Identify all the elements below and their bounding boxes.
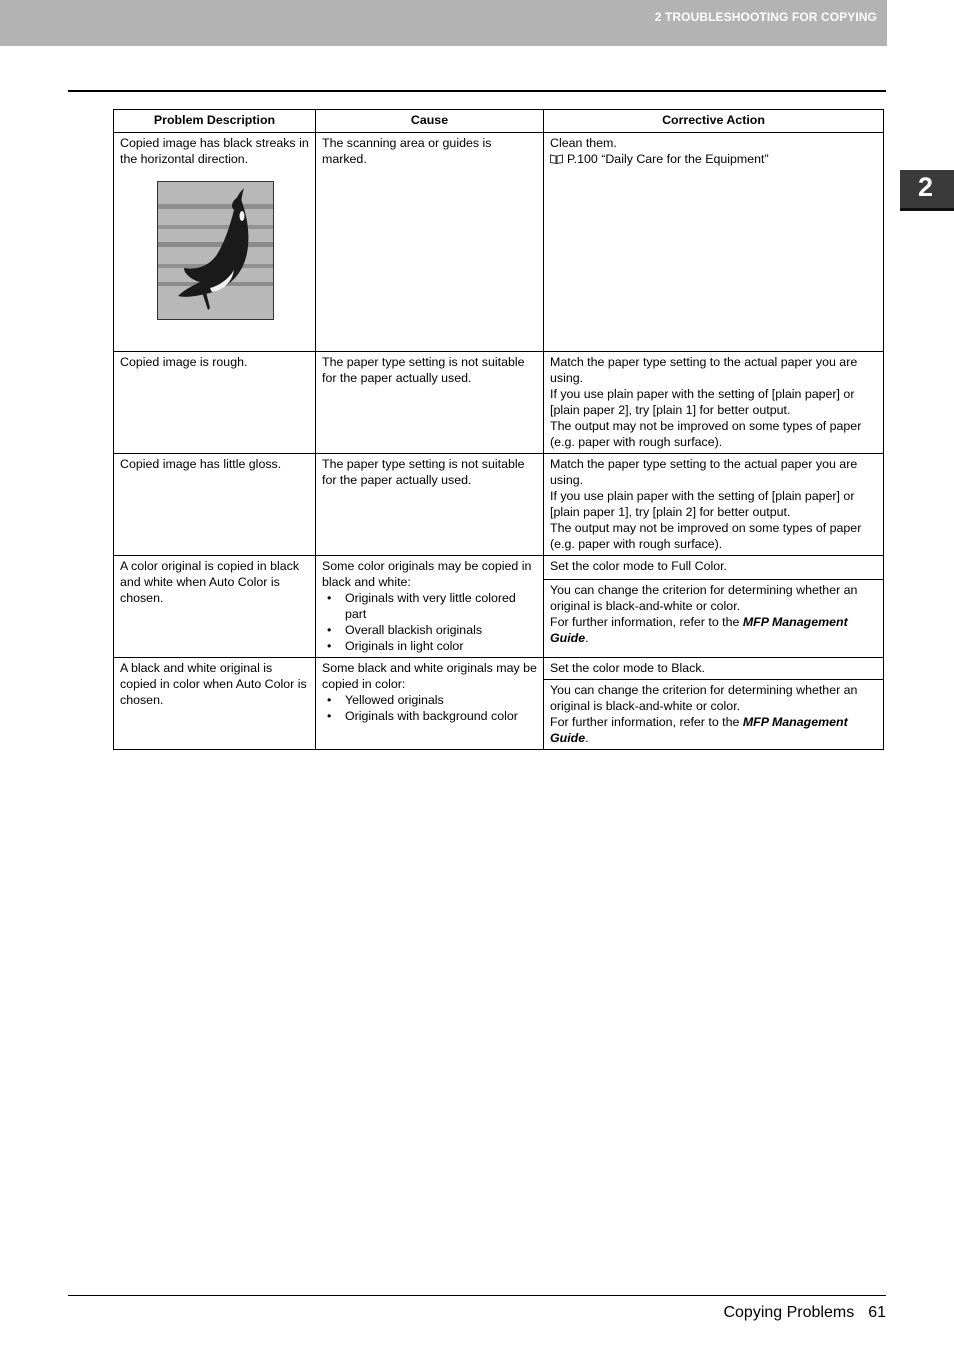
list-item: • Overall blackish originals bbox=[322, 622, 537, 638]
footer-section-title: Copying Problems bbox=[723, 1304, 855, 1321]
cause-cell bbox=[316, 556, 544, 658]
problem-cell: A black and white original is copied in color when Auto Color is chosen. bbox=[114, 658, 316, 750]
problem-text: Copied image has black streaks in the horizontal direction. bbox=[120, 136, 309, 166]
action-cell bbox=[544, 680, 884, 750]
book-reference-icon bbox=[550, 154, 563, 164]
action-cell: Set the color mode to Black. bbox=[544, 658, 884, 680]
reference-link[interactable]: P.100 “Daily Care for the Equipment” bbox=[567, 152, 769, 166]
chapter-tab-number: 2 bbox=[918, 172, 934, 202]
action-text: Clean them. bbox=[550, 136, 617, 150]
action-text: . bbox=[585, 631, 589, 646]
cause-cell: The paper type setting is not suitable for the paper actually used. bbox=[316, 454, 544, 556]
table-row bbox=[114, 658, 884, 680]
action-line: The output may not be improved on some types of paper (e.g. paper with rough surface). bbox=[550, 521, 862, 551]
list-item: • Originals with background color bbox=[322, 708, 537, 724]
action-text: For further information, refer to the bbox=[550, 715, 743, 729]
guide-title: MFP Management Guide bbox=[550, 715, 848, 745]
page-number: 61 bbox=[868, 1304, 886, 1321]
table-row bbox=[114, 556, 884, 580]
action-cell: Set the color mode to Full Color. bbox=[544, 556, 884, 580]
page-footer bbox=[723, 1304, 886, 1322]
action-line: You can change the criterion for determining whether an original is black-and-white or color. bbox=[550, 583, 858, 614]
cause-bullet-list bbox=[322, 590, 537, 654]
table-row bbox=[114, 454, 884, 556]
action-text: . bbox=[585, 731, 589, 745]
cause-cell: The scanning area or guides is marked. bbox=[316, 133, 544, 352]
bottom-rule bbox=[68, 1295, 886, 1296]
streaked-copy-figure bbox=[157, 181, 274, 320]
troubleshooting-table bbox=[113, 109, 884, 750]
action-line: If you use plain paper with the setting of [plain paper] or [plain paper 2], try [plain 1] for better output. bbox=[550, 387, 855, 417]
chapter-header-title: 2 TROUBLESHOOTING FOR COPYING bbox=[654, 10, 877, 24]
action-line bbox=[550, 614, 877, 646]
action-line: You can change the criterion for determining whether an original is black-and-white or color. bbox=[550, 683, 858, 713]
action-cell bbox=[544, 352, 884, 454]
cause-intro: Some color originals may be copied in black and white: bbox=[322, 559, 532, 589]
cause-cell bbox=[316, 658, 544, 750]
action-line: Match the paper type setting to the actual paper you are using. bbox=[550, 355, 858, 385]
table-header-row bbox=[114, 110, 884, 133]
action-cell bbox=[544, 580, 884, 658]
action-line: Match the paper type setting to the actual paper you are using. bbox=[550, 457, 858, 487]
problem-cell: Copied image has little gloss. bbox=[114, 454, 316, 556]
header-problem: Problem Description bbox=[114, 110, 316, 133]
cause-cell: The paper type setting is not suitable for the paper actually used. bbox=[316, 352, 544, 454]
list-item: • Yellowed originals bbox=[322, 692, 537, 708]
action-line: The output may not be improved on some types of paper (e.g. paper with rough surface). bbox=[550, 419, 862, 449]
cross-reference[interactable] bbox=[550, 151, 877, 167]
problem-cell: Copied image is rough. bbox=[114, 352, 316, 454]
cause-bullet-list bbox=[322, 692, 537, 724]
action-text: For further information, refer to the bbox=[550, 615, 743, 630]
header-bar bbox=[0, 0, 887, 46]
list-item: • Originals with very little colored part bbox=[322, 590, 537, 622]
action-cell bbox=[544, 133, 884, 352]
header-action: Corrective Action bbox=[544, 110, 884, 133]
problem-cell: A color original is copied in black and white when Auto Color is chosen. bbox=[114, 556, 316, 658]
header-cause: Cause bbox=[316, 110, 544, 133]
table-row bbox=[114, 133, 884, 352]
guide-title: MFP Management Guide bbox=[550, 615, 848, 646]
chapter-tab[interactable] bbox=[900, 170, 954, 211]
problem-cell bbox=[114, 133, 316, 352]
list-item: • Originals in light color bbox=[322, 638, 537, 654]
action-line bbox=[550, 714, 877, 746]
table-row bbox=[114, 352, 884, 454]
top-rule bbox=[68, 90, 886, 92]
action-line: If you use plain paper with the setting of [plain paper] or [plain paper 1], try [plain 2] for better output. bbox=[550, 489, 855, 519]
action-cell bbox=[544, 454, 884, 556]
orca-streak-image bbox=[158, 182, 273, 319]
cause-intro: Some black and white originals may be copied in color: bbox=[322, 661, 537, 691]
